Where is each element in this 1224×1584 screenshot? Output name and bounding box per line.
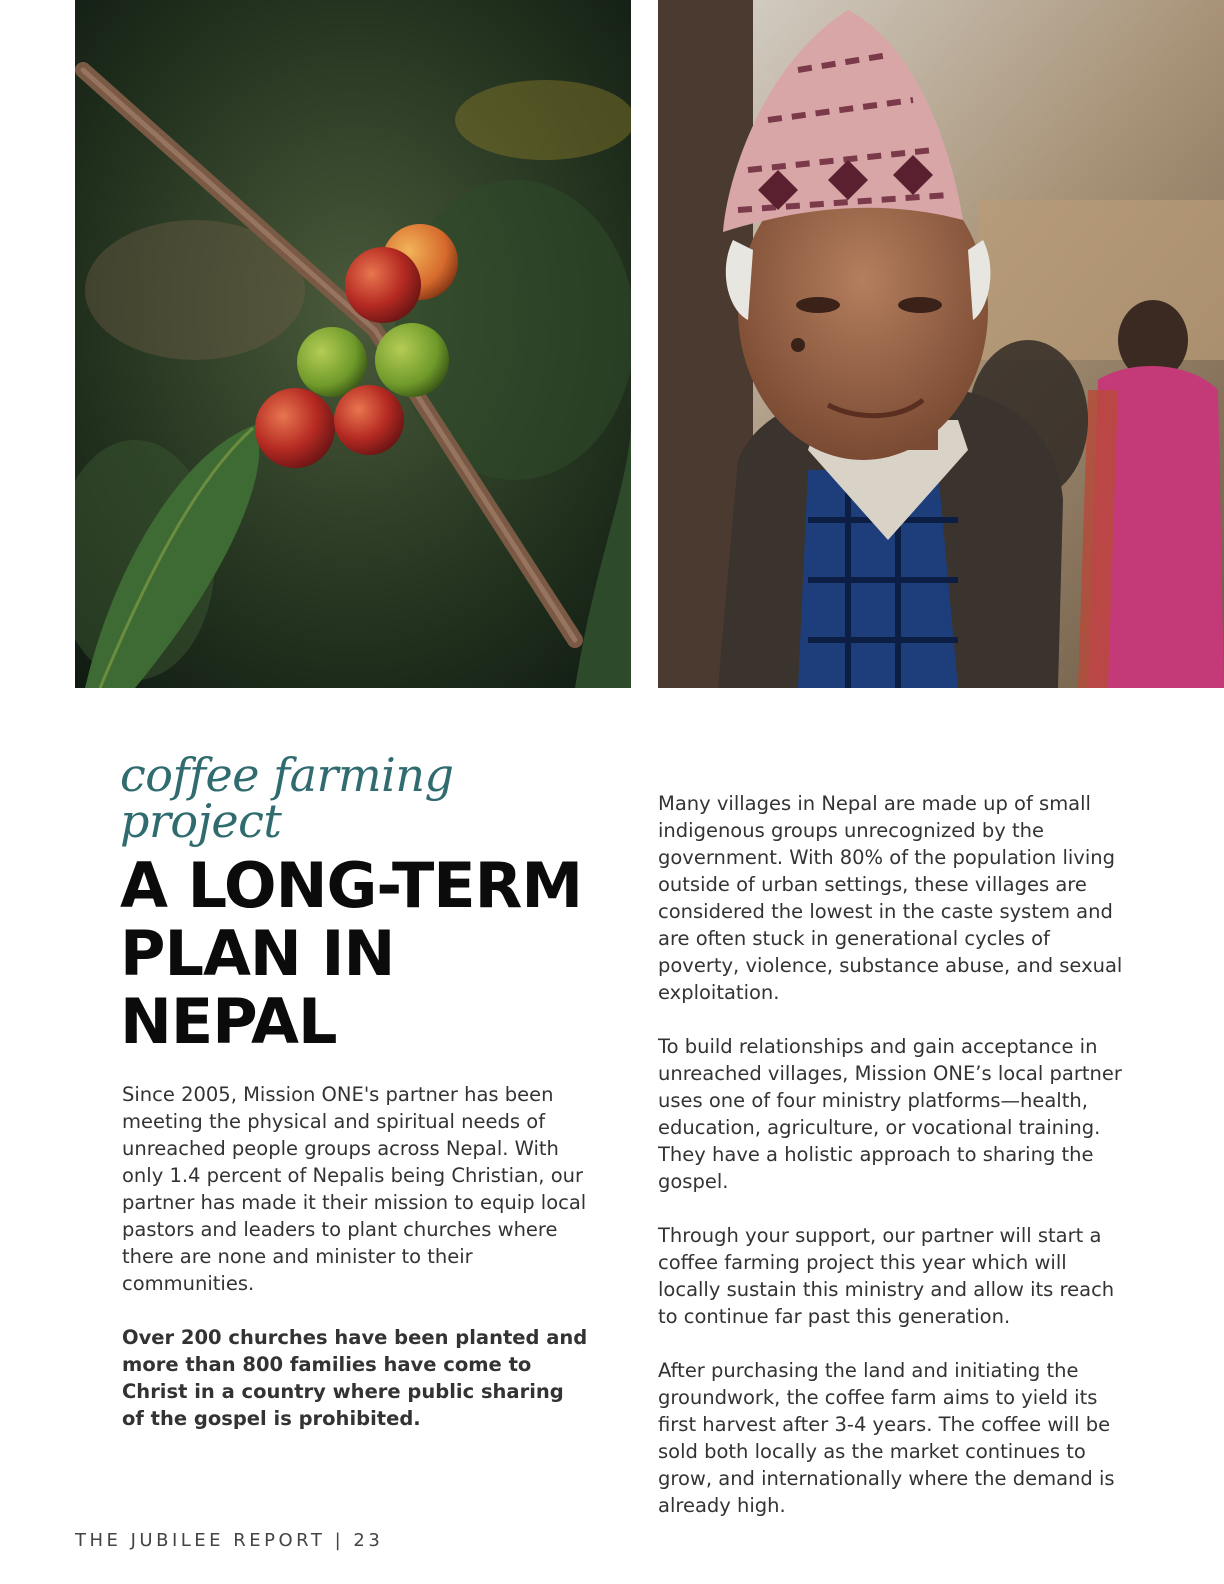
highlight-paragraph: Over 200 churches have been planted and more than 800 families have come to Christ in a country where public sharing of the gospel is prohibited.: [122, 1326, 588, 1430]
left-text-column: [122, 1081, 592, 1459]
page-footer: [75, 1530, 383, 1551]
right-text-column: [658, 790, 1128, 1546]
page-number: 23: [353, 1530, 384, 1551]
page-title: A LONG-TERM PLAN IN NEPAL: [120, 849, 583, 1058]
publication-name: THE JUBILEE REPORT: [75, 1530, 326, 1551]
section-subtitle: coffee farming project: [120, 748, 454, 848]
body-paragraph: After purchasing the land and initiating the groundwork, the coffee farm aims to yield its first harvest after 3-4 years. The coffee will be sold both locally as the market continues to grow, and internationally where the demand is already high.: [658, 1359, 1115, 1517]
intro-paragraph: Since 2005, Mission ONE's partner has been meeting the physical and spiritual needs of unreached people groups across Nepal. With only 1.4 percent of Nepalis being Christian, our partner has made it their mission to equip local pastors and leaders to plant churches where there are none and minister to their communities.: [122, 1083, 587, 1295]
body-paragraph: To build relationships and gain acceptance in unreached villages, Mission ONE’s local partner uses one of four ministry platforms—health, education, agriculture, or vocational training. They have a holistic approach to sharing the gospel.: [658, 1035, 1122, 1193]
body-paragraph: Many villages in Nepal are made up of small indigenous groups unrecognized by the government. With 80% of the population living outside of urban settings, these villages are considered the lowest in the caste system and are often stuck in generational cycles of poverty, violence, substance abuse, and sexual exploitation.: [658, 792, 1123, 1004]
nepali-man-portrait-photo: [658, 0, 1224, 688]
body-paragraph: Through your support, our partner will start a coffee farming project this year which will locally sustain this ministry and allow its reach to continue far past this generation.: [658, 1224, 1115, 1328]
footer-separator: |: [334, 1530, 345, 1551]
coffee-cherries-photo: [75, 0, 631, 688]
